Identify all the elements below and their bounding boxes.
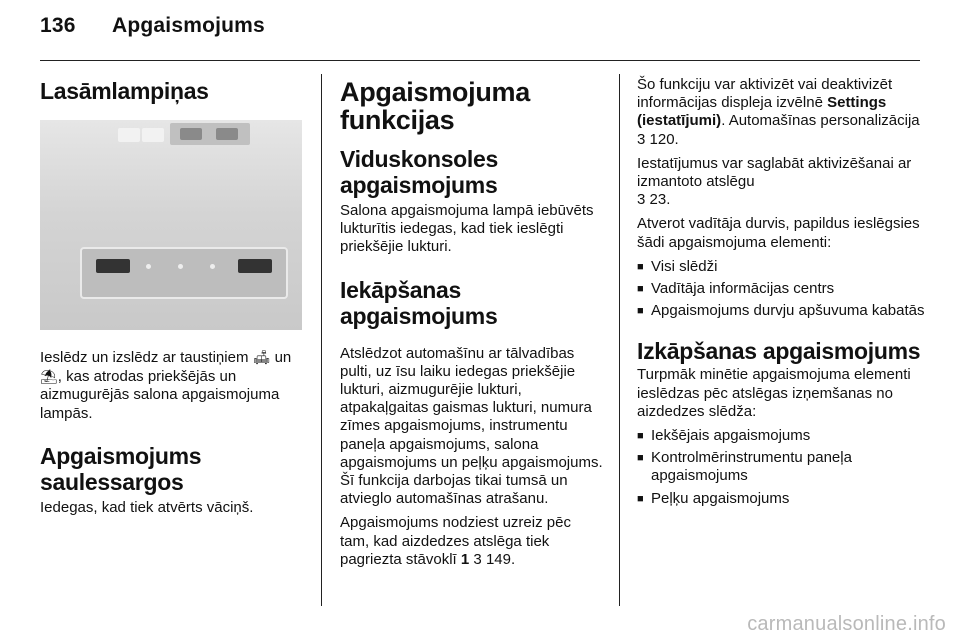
key-settings-text: Iestatījumus var saglabāt aktivizēšanai ar izmantoto atslēgu 3 23. (637, 154, 912, 209)
heading-saulessargi: Apgaismojums saulessargos (40, 442, 202, 495)
page-ref-link[interactable]: 120. (649, 130, 679, 148)
column-2 (340, 68, 604, 569)
exit-lighting-text: Turpmāk minētie apgaismojuma elementi ieslēdzas pēc atslēgas izņemšanas no aizdedzes slēdža: (637, 366, 911, 420)
header-divider (40, 60, 920, 61)
entry-bullet-list (637, 258, 927, 321)
bullet-icon: ■ (637, 452, 644, 465)
page-ref-link[interactable]: 23. (649, 191, 671, 209)
lamp-panel (80, 247, 288, 299)
heading-iekapsanas: Iekāpšanas apgaismojums (340, 276, 498, 329)
entry-lighting-text-2: Apgaismojums nodziest uzreiz pēc tam, kad aizdedzes atslēga tiek pagriezta stāvoklī 1 3 149. (340, 514, 571, 568)
column-3 (637, 68, 927, 508)
watermark: carmanualsonline.info (747, 613, 946, 635)
sun-visor-text: Iedegas, kad tiek atvērts vāciņš. (40, 498, 254, 516)
reading-lamp-text: Ieslēdz un izslēdz ar taustiņiem 🛋 un ⛱, kas atrodas priekšējās un aizmugurējās salona apgaismojuma lampās. (40, 349, 292, 422)
page-number: 136 (40, 14, 76, 37)
reading-lamp-photo (40, 120, 302, 330)
list-item: ■ Iekšējais apgaismojums (637, 427, 811, 445)
list-item: ■ Visi slēdži (637, 257, 718, 275)
bullet-icon: ■ (637, 492, 644, 505)
bullet-icon: ■ (637, 260, 644, 273)
heading-lasamlampinas: Lasāmlampiņas (40, 78, 209, 104)
page-header (40, 14, 265, 38)
list-item: ■ Peļķu apgaismojums (637, 489, 790, 507)
driver-door-text: Atverot vadītāja durvis, papildus ieslēgsies šādi apgaismojuma elementi: (637, 215, 920, 251)
column-1 (40, 68, 306, 517)
heading-viduskonsole: Viduskonsoles apgaismojums (340, 146, 499, 198)
page-ref-link[interactable]: 149. (485, 550, 516, 568)
heading-izkapsanas: Izkāpšanas apgaismojums (637, 338, 921, 365)
console-lighting-text: Salona apgaismojuma lampā iebūvēts lukturītis iedegas, kad tiek ieslēgti priekšējie lukturi. (340, 202, 594, 256)
bullet-icon: ■ (637, 305, 644, 318)
ref-arrow-icon: 3 (473, 550, 482, 568)
heading-apgaismojuma-funkcijas: Apgaismojuma funkcijas (340, 77, 530, 135)
reading-lamp-icon: 🛋 (252, 349, 271, 365)
settings-text: Šo funkciju var aktivizēt vai deaktivizēt informācijas displeja izvēlnē Settings (iestatījumi). Automašīnas personalizācija 3 120. (637, 76, 920, 148)
ref-arrow-icon: 3 (637, 130, 646, 148)
ref-arrow-icon: 3 (637, 191, 646, 209)
exit-bullet-list (637, 427, 927, 508)
bullet-icon: ■ (637, 283, 644, 296)
list-item: ■ Apgaismojums durvju apšuvuma kabatās (637, 302, 925, 320)
list-item: ■ Vadītāja informācijas centrs (637, 280, 835, 298)
list-item: ■ Kontrolmērinstrumentu paneļa apgaismojums (637, 449, 852, 485)
rear-lamp-icon: ⛱ (40, 368, 58, 385)
bullet-icon: ■ (637, 430, 644, 443)
column-divider-2 (619, 74, 620, 606)
column-divider-1 (321, 74, 322, 606)
page-title: Apgaismojums (112, 14, 265, 37)
entry-lighting-text: Atslēdzot automašīnu ar tālvadības pulti, uz īsu laiku iedegas priekšējie lukturi, aizmugurējie lukturi, atpakaļgaitas gaismas lukturi, numura zīmes apgaismojums, instrumentu paneļa apgaismojums, salona apgaismojums un peļķu apgaismojums. Šī funkcija darbojas tikai tumsā un atvieglo automašīnas atrašanu. (340, 344, 603, 508)
